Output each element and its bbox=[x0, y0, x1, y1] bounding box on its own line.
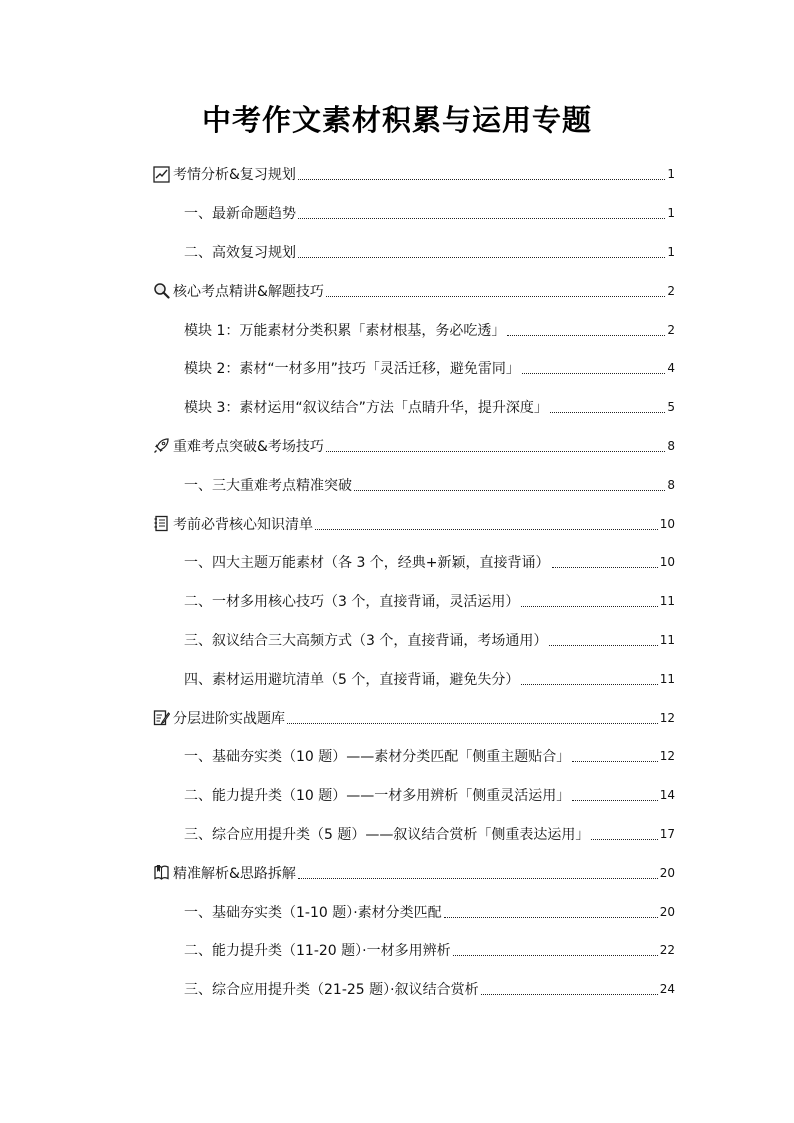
toc-page-number: 14 bbox=[659, 788, 675, 803]
toc-entry-label: 三、叙议结合三大高频方式（3 个，直接背诵，考场通用） bbox=[184, 632, 548, 649]
magnifier-icon bbox=[153, 282, 170, 299]
toc-subsection-entry[interactable] bbox=[153, 621, 675, 660]
toc-page-number: 5 bbox=[667, 400, 675, 415]
dot-leader bbox=[549, 644, 657, 646]
toc-entry-label: 二、能力提升类（10 题）——一材多用辨析「侧重灵活运用」 bbox=[184, 788, 571, 805]
rocket-icon bbox=[153, 437, 170, 454]
toc-subsection-entry[interactable] bbox=[153, 194, 675, 233]
dot-leader bbox=[552, 566, 658, 568]
toc-page-number: 17 bbox=[659, 826, 675, 841]
toc-page-number: 1 bbox=[667, 206, 675, 221]
toc-entry-label: 三、综合应用提升类（5 题）——叙议结合赏析「侧重表达运用」 bbox=[184, 826, 590, 843]
toc-page-number: 12 bbox=[659, 749, 675, 764]
toc-section-entry[interactable] bbox=[153, 155, 675, 194]
toc-subsection-entry[interactable] bbox=[153, 776, 675, 815]
toc-subsection-entry[interactable] bbox=[153, 543, 675, 582]
toc-entry-label: 分层进阶实战题库 bbox=[173, 710, 285, 727]
toc-section-entry[interactable] bbox=[153, 504, 675, 543]
toc-entry-label: 考前必背核心知识清单 bbox=[173, 516, 313, 533]
table-of-contents bbox=[153, 155, 675, 1009]
toc-subsection-entry[interactable] bbox=[153, 970, 675, 1009]
toc-page-number: 10 bbox=[659, 516, 675, 531]
toc-page-number: 10 bbox=[659, 555, 675, 570]
memo-pencil-icon bbox=[153, 709, 170, 726]
toc-entry-label: 考情分析&复习规划 bbox=[173, 167, 296, 184]
toc-page-number: 11 bbox=[659, 632, 675, 647]
dot-leader bbox=[354, 489, 665, 491]
toc-subsection-entry[interactable] bbox=[153, 815, 675, 854]
toc-page-number: 24 bbox=[659, 982, 675, 997]
toc-page-number: 8 bbox=[667, 438, 675, 453]
dot-leader bbox=[507, 334, 665, 336]
toc-section-entry[interactable] bbox=[153, 427, 675, 466]
toc-entry-label: 一、三大重难考点精准突破 bbox=[184, 477, 352, 494]
toc-page-number: 20 bbox=[659, 904, 675, 919]
toc-entry-label: 二、能力提升类（11-20 题）·一材多用辨析 bbox=[184, 943, 451, 960]
dot-leader bbox=[298, 217, 665, 219]
toc-entry-label: 精准解析&思路拆解 bbox=[173, 865, 296, 882]
dot-leader bbox=[287, 722, 658, 724]
toc-page-number: 22 bbox=[659, 943, 675, 958]
dot-leader bbox=[326, 295, 665, 297]
toc-page-number: 1 bbox=[667, 244, 675, 259]
toc-entry-label: 一、四大主题万能素材（各 3 个，经典+新颖，直接背诵） bbox=[184, 555, 550, 572]
toc-page-number: 20 bbox=[659, 865, 675, 880]
toc-subsection-entry[interactable] bbox=[153, 233, 675, 272]
toc-page-number: 4 bbox=[667, 361, 675, 376]
dot-leader bbox=[298, 877, 658, 879]
dot-leader bbox=[481, 993, 658, 995]
dot-leader bbox=[522, 372, 665, 374]
dot-leader bbox=[453, 954, 658, 956]
toc-entry-label: 一、最新命题趋势 bbox=[184, 206, 296, 223]
toc-page-number: 11 bbox=[659, 594, 675, 609]
toc-section-entry[interactable] bbox=[153, 853, 675, 892]
dot-leader bbox=[298, 178, 665, 180]
dot-leader bbox=[521, 605, 657, 607]
dot-leader bbox=[521, 683, 657, 685]
toc-subsection-entry[interactable] bbox=[153, 310, 675, 349]
toc-subsection-entry[interactable] bbox=[153, 931, 675, 970]
toc-page-number: 2 bbox=[667, 283, 675, 298]
document-title: 中考作文素材积累与运用专题 bbox=[201, 103, 592, 137]
toc-entry-label: 二、一材多用核心技巧（3 个，直接背诵，灵活运用） bbox=[184, 594, 520, 611]
toc-page-number: 12 bbox=[659, 710, 675, 725]
toc-entry-label: 二、高效复习规划 bbox=[184, 244, 296, 261]
toc-subsection-entry[interactable] bbox=[153, 737, 675, 776]
dot-leader bbox=[326, 450, 665, 452]
toc-page-number: 11 bbox=[659, 671, 675, 686]
dot-leader bbox=[572, 799, 657, 801]
toc-section-entry[interactable] bbox=[153, 698, 675, 737]
toc-subsection-entry[interactable] bbox=[153, 349, 675, 388]
toc-subsection-entry[interactable] bbox=[153, 892, 675, 931]
toc-entry-label: 四、素材运用避坑清单（5 个，直接背诵，避免失分） bbox=[184, 671, 520, 688]
dot-leader bbox=[572, 760, 657, 762]
toc-subsection-entry[interactable] bbox=[153, 388, 675, 427]
toc-page-number: 1 bbox=[667, 167, 675, 182]
chart-check-icon bbox=[153, 166, 170, 183]
toc-subsection-entry[interactable] bbox=[153, 465, 675, 504]
toc-entry-label: 三、综合应用提升类（21-25 题）·叙议结合赏析 bbox=[184, 982, 479, 999]
notebook-icon bbox=[153, 515, 170, 532]
dot-leader bbox=[315, 528, 658, 530]
bookmark-book-icon bbox=[153, 864, 170, 881]
dot-leader bbox=[298, 256, 665, 258]
toc-section-entry[interactable] bbox=[153, 271, 675, 310]
toc-subsection-entry[interactable] bbox=[153, 582, 675, 621]
dot-leader bbox=[444, 916, 658, 918]
toc-subsection-entry[interactable] bbox=[153, 659, 675, 698]
toc-entry-label: 核心考点精讲&解题技巧 bbox=[173, 283, 324, 300]
toc-entry-label: 一、基础夯实类（1-10 题）·素材分类匹配 bbox=[184, 904, 442, 921]
toc-page-number: 2 bbox=[667, 322, 675, 337]
toc-entry-label: 一、基础夯实类（10 题）——素材分类匹配「侧重主题贴合」 bbox=[184, 749, 571, 766]
dot-leader bbox=[550, 411, 665, 413]
toc-entry-label: 重难考点突破&考场技巧 bbox=[173, 438, 324, 455]
toc-entry-label: 模块 1：万能素材分类积累「素材根基，务必吃透」 bbox=[184, 322, 506, 339]
toc-entry-label: 模块 3：素材运用“叙议结合”方法「点睛升华，提升深度」 bbox=[184, 400, 548, 417]
toc-page-number: 8 bbox=[667, 477, 675, 492]
toc-entry-label: 模块 2：素材“一材多用”技巧「灵活迁移，避免雷同」 bbox=[184, 361, 520, 378]
dot-leader bbox=[591, 838, 657, 840]
